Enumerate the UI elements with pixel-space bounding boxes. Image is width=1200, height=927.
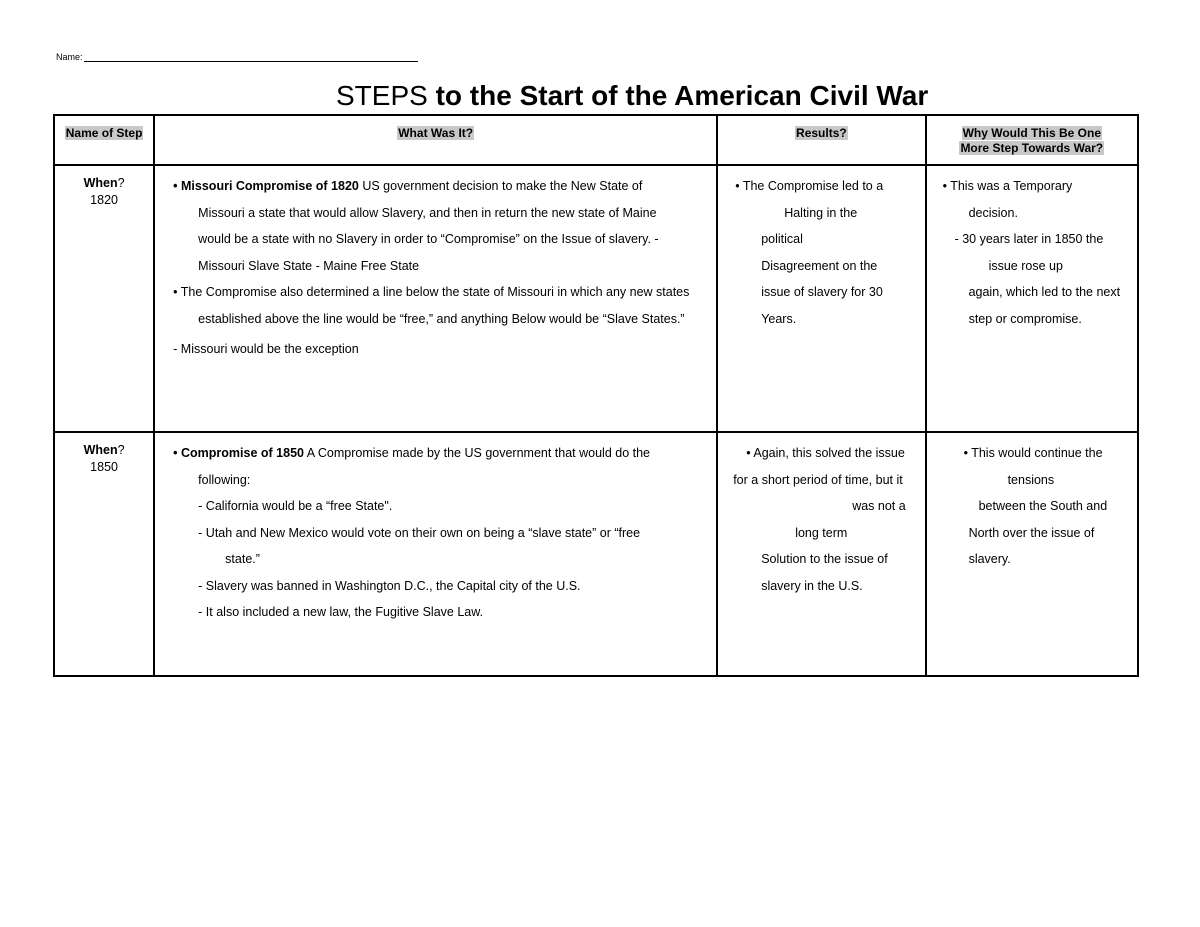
why-cell: • This was a Temporary decision. - 30 years later in 1850 the issue rose up again, which led to the next step or compromise.	[926, 165, 1138, 432]
name-label: Name:	[56, 52, 83, 62]
title-rest: to the Start of the American Civil War	[427, 80, 929, 111]
header-name-of-step: Name of Step	[54, 115, 154, 165]
step-year: 1820	[90, 193, 118, 207]
header-results: Results?	[717, 115, 925, 165]
results-cell: • Again, this solved the issue for a short period of time, but it was not a long term Solution to the issue of slavery in the U.S.	[717, 432, 925, 676]
step-when-cell: When? 1850	[54, 432, 154, 676]
header-what-was-it: What Was It?	[154, 115, 717, 165]
what-cell: • Missouri Compromise of 1820 US government decision to make the New State of Missouri a state that would allow Slavery, and then in return the new state of Maine would be a state with no Slavery in order to “Compromise” on the Issue of slavery. - Missouri Slave State - Maine Free State • The Compromise also determined a line below the state of Missouri in which any new states established above the line would be “free,” and anything Below would be “Slave States.” - Missouri would be the exception	[154, 165, 717, 432]
header-why: Why Would This Be One More Step Towards War?	[926, 115, 1138, 165]
page-title	[336, 80, 928, 112]
what-cell: • Compromise of 1850 A Compromise made by the US government that would do the following: - California would be a “free State". - Utah and New Mexico would vote on their own on being a “slave state” or “free state.” - Slavery was banned in Washington D.C., the Capital city of the U.S. - It also included a new law, the Fugitive Slave Law.	[154, 432, 717, 676]
steps-table	[53, 114, 1139, 677]
name-field	[56, 52, 418, 62]
title-steps: STEPS	[336, 80, 428, 111]
table-row	[54, 432, 1138, 676]
why-cell: • This would continue the tensions between the South and North over the issue of slavery.	[926, 432, 1138, 676]
results-cell: • The Compromise led to a Halting in the political Disagreement on the issue of slavery for 30 Years.	[717, 165, 925, 432]
step-year: 1850	[90, 460, 118, 474]
table-header-row	[54, 115, 1138, 165]
step-when-cell: When? 1820	[54, 165, 154, 432]
table-row	[54, 165, 1138, 432]
name-blank-line	[84, 52, 418, 62]
